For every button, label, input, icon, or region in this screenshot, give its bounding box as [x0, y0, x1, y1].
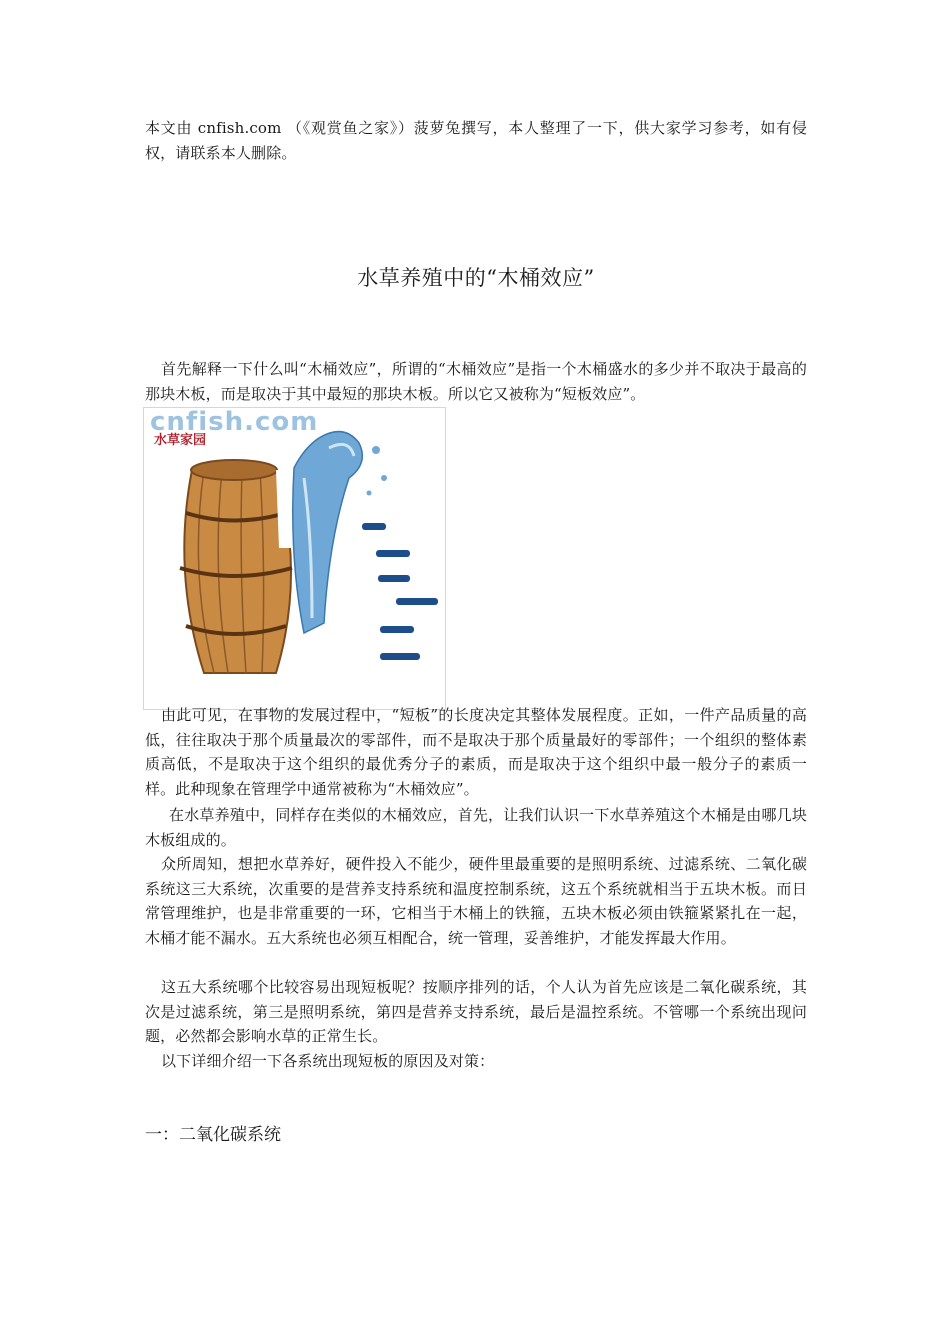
wooden-barrel-icon: [180, 460, 296, 673]
paragraph-intro-details: 以下详细介绍一下各系统出现短板的原因及对策：: [161, 1052, 495, 1070]
paragraph-aquarium-barrel: 在水草养殖中，同样存在类似的木桶效应，首先，让我们认识一下水草养殖这个木桶是由哪几块木板组成的。: [145, 806, 807, 849]
paragraph-system-order: 这五大系统哪个比较容易出现短板呢？按顺序排列的话，个人认为首先应该是二氧化碳系统，其次是过滤系统，第三是照明系统，第四是营养支持系统，最后是温控系统。不管哪一个系统出现问题，必然都会影响水草的正常生长。: [145, 978, 807, 1045]
watermark-text: cnfish.com: [150, 408, 319, 437]
water-splash-icon: [293, 432, 387, 633]
figure-label: 水草家园: [154, 433, 207, 448]
barrel-illustration: [144, 408, 445, 709]
article-title: 水草养殖中的“木桶效应”: [357, 266, 595, 290]
barrel-figure: [143, 407, 446, 710]
paragraph-definition: 首先解释一下什么叫“木桶效应”，所谓的“木桶效应”是指一个木桶盛水的多少并不取决于最高的那块木板，而是取决于其中最短的那块木板。所以它又被称为“短板效应”。: [145, 360, 807, 403]
paragraph-five-systems: 众所周知，想把水草养好，硬件投入不能少，硬件里最重要的是照明系统、过滤系统、二氧化碳系统这三大系统，次重要的是营养支持系统和温度控制系统，这五个系统就相当于五块木板。而日常管理维护，也是非常重要的一环，它相当于木桶上的铁箍，五块木板必须由铁箍紧紧扎在一起，木桶才能不漏水。五大系统也必须互相配合，统一管理，妥善维护，才能发挥最大作用。: [145, 855, 807, 947]
section-heading-co2: 一：二氧化碳系统: [145, 1125, 281, 1145]
intro-note: 本文由 cnfish.com （《观赏鱼之家》）菠萝兔撰写，本人整理了一下，供大家学习参考，如有侵权，请联系本人删除。: [145, 119, 807, 162]
side-labels-icon: [362, 523, 438, 660]
paragraph-short-board: 由此可见，在事物的发展过程中，“短板”的长度决定其整体发展程度。正如，一件产品质量的高低，往往取决于那个质量最次的零部件，而不是取决于那个质量最好的零部件；一个组织的整体素质高低，不是取决于这个组织的最优秀分子的素质，而是取决于这个组织中最一般分子的素质一样。此种现象在管理学中通常被称为“木桶效应”。: [145, 706, 807, 798]
